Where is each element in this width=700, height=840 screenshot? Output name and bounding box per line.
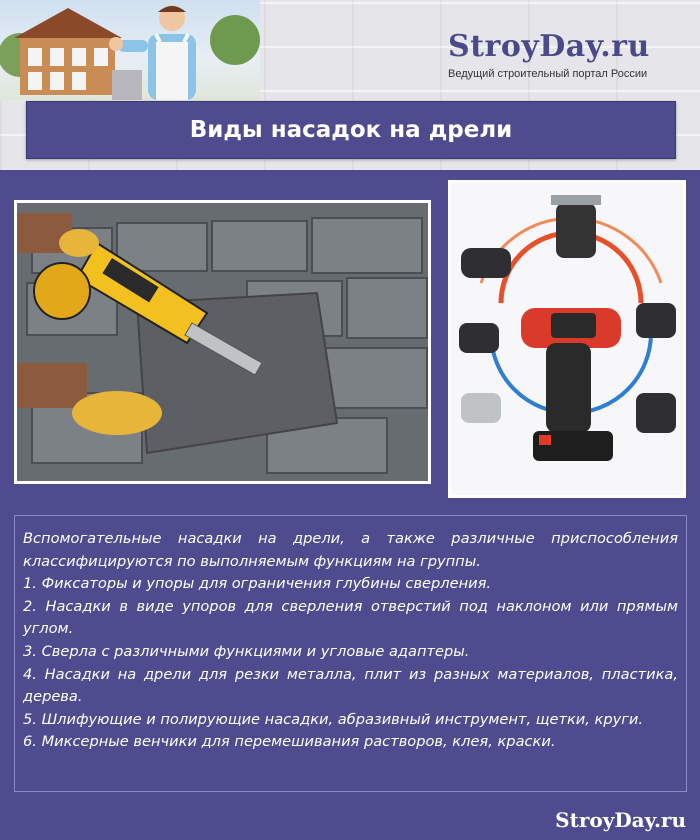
site-tagline: Ведущий строительный портал России [448, 68, 648, 80]
house-worker-illustration [0, 0, 260, 100]
page-title: Виды насадок на дрели [189, 117, 513, 143]
footer-site-logo[interactable]: StroyDay.ru [555, 808, 686, 832]
description-intro: Вспомогательные насадки на дрели, а также различные приспособления классифицируются по выполняемым функциям на группы. [23, 530, 678, 570]
header-illustration [0, 0, 260, 100]
description-box [14, 515, 687, 792]
list-item: 6. Миксерные венчики для перемешивания растворов, клея, краски. [23, 733, 556, 751]
grinder-photo-illustration [17, 203, 428, 481]
brand-block [448, 30, 688, 80]
list-item: 5. Шлифующие и полирующие насадки, абразивный инструмент, щетки, круги. [23, 710, 644, 728]
photo-drill-attachments [448, 180, 686, 498]
list-item: 3. Сверла с различными функциями и угловые адаптеры. [23, 642, 470, 660]
title-banner [26, 101, 676, 159]
photo-grinder-cutting-tile [14, 200, 431, 484]
list-item: 4. Насадки на дрели для резки металла, плит из разных материалов, пластика, дерева. [23, 665, 678, 706]
list-item: 1. Фиксаторы и упоры для ограничения глубины сверления. [23, 575, 492, 593]
site-logo-text[interactable]: StroyDay.ru [448, 29, 650, 64]
drill-attachments-illustration [451, 183, 683, 495]
list-item: 2. Насадки в виде упоров для сверления отверстий под наклоном или прямым углом. [23, 597, 678, 638]
header [0, 0, 700, 100]
